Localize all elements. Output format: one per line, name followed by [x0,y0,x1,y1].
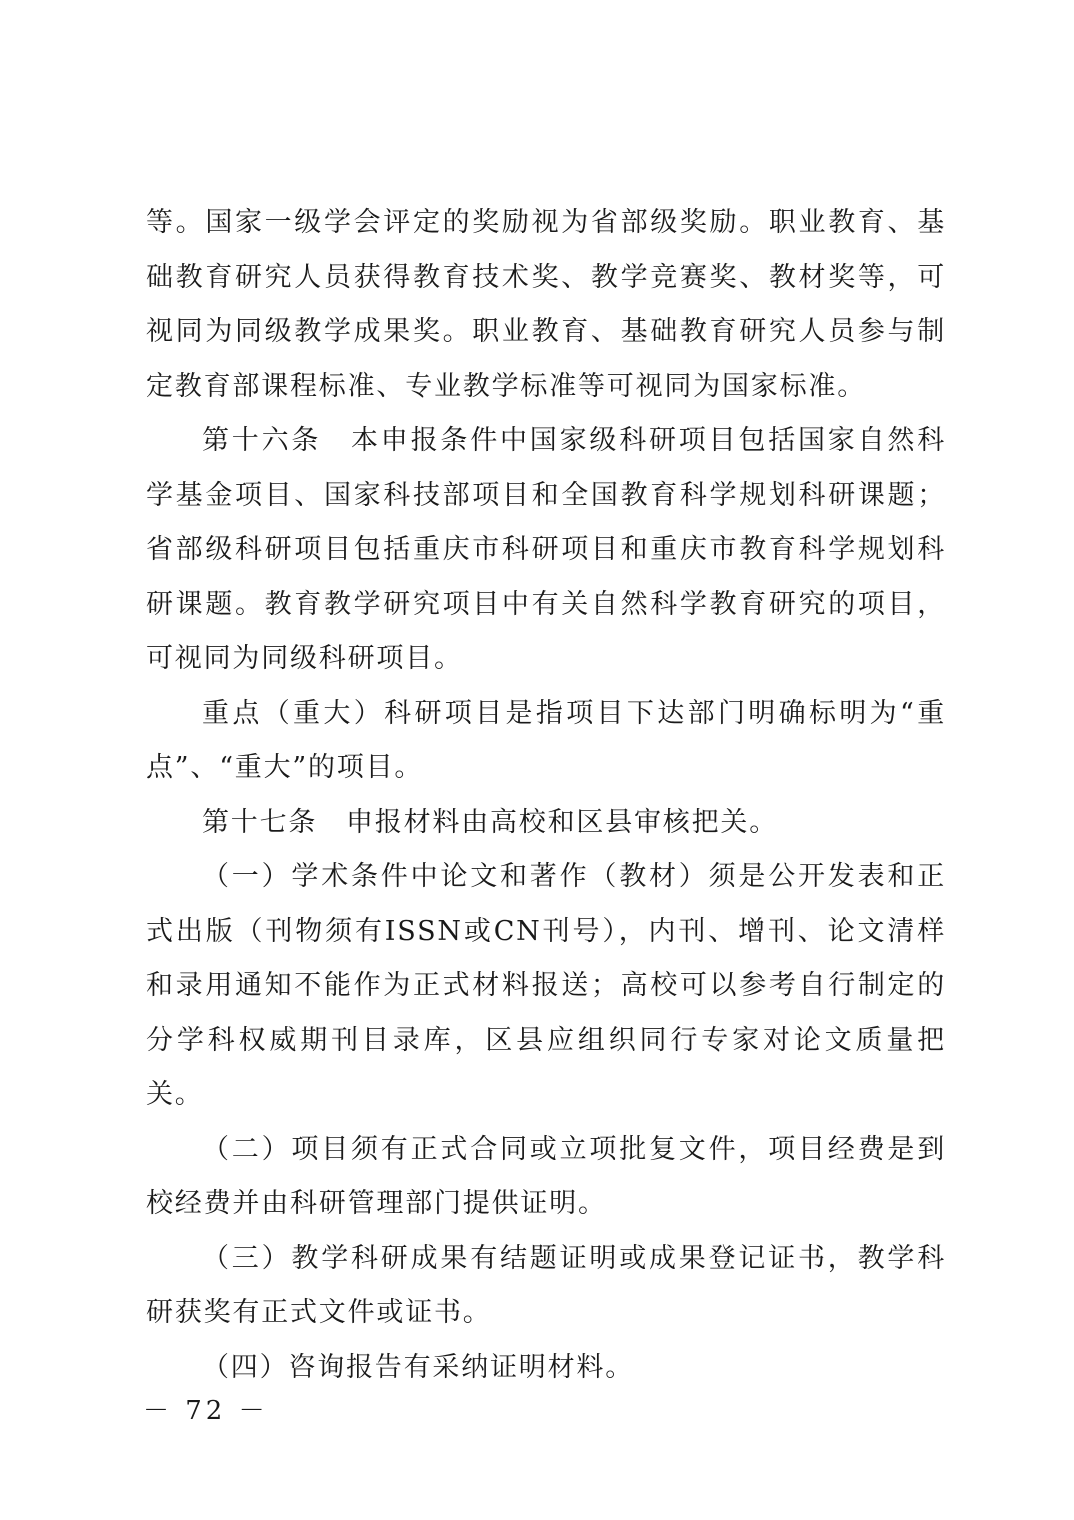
paragraph-item-1: （一）学术条件中论文和著作（教材）须是公开发表和正式出版（刊物须有ISSN或CN刊号），内刊、增刊、论文清样和录用通知不能作为正式材料报送；高校可以参考自行制定的分学科权威期刊目录库，区县应组织同行专家对论文质量把关。 [146,861,946,1110]
paragraph-item-2: （二）项目须有正式合同或立项批复文件，项目经费是到校经费并由科研管理部门提供证明。 [146,1133,946,1219]
paragraph-continuation: 等。国家一级学会评定的奖励视为省部级奖励。职业教育、基础教育研究人员获得教育技术奖、教学竞赛奖、教材奖等，可视同为同级教学成果奖。职业教育、基础教育研究人员参与制定教育部课程标准、专业教学标准等可视同为国家标准。 [146,207,946,402]
paragraph-key-projects: 重点（重大）科研项目是指项目下达部门明确标明为“重点”、“重大”的项目。 [146,697,946,783]
paragraph-item-4: （四）咨询报告有采纳证明材料。 [202,1351,634,1383]
page-number: － 72 － [143,1396,269,1426]
paragraph-article-16: 第十六条 本申报条件中国家级科研项目包括国家自然科学基金项目、国家科技部项目和全国教育科学规划科研课题；省部级科研项目包括重庆市科研项目和重庆市教育科学规划科研课题。教育教学研究项目中有关自然科学教育研究的项目，可视同为同级科研项目。 [146,425,946,674]
paragraph-item-3: （三）教学科研成果有结题证明或成果登记证书，教学科研获奖有正式文件或证书。 [146,1242,946,1328]
document-body [146,196,946,1395]
paragraph-article-17: 第十七条 申报材料由高校和区县审核把关。 [202,806,778,838]
